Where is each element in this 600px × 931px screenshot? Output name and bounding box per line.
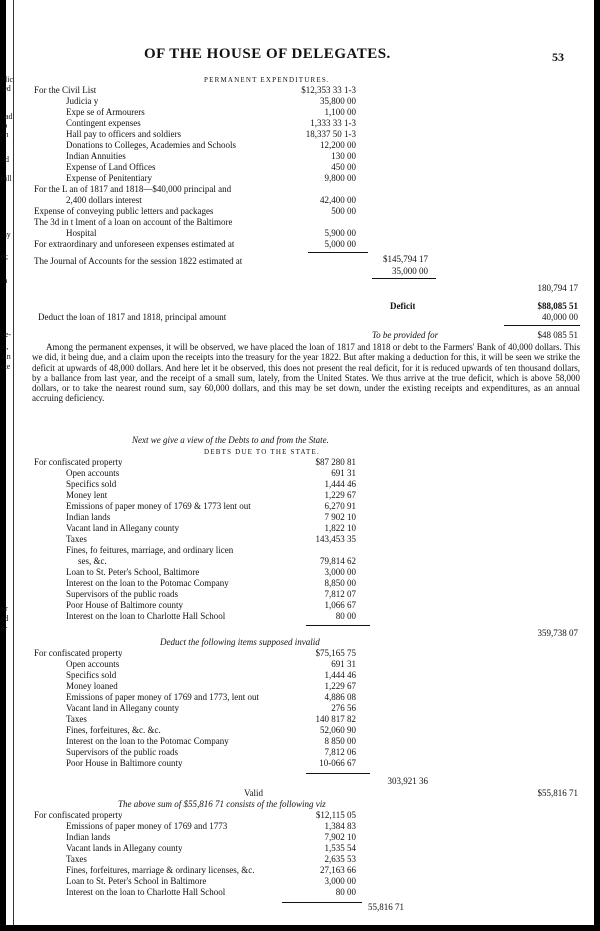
entry-amount: 1,066 67: [324, 600, 356, 610]
entry-label: Vacant lands in Allegany county: [66, 843, 183, 853]
entry-label: For confiscated property: [34, 810, 123, 820]
entry-amount: 7,902 10: [324, 832, 356, 842]
entry-amount: 10-066 67: [319, 758, 356, 768]
valid-item-row: [22, 832, 590, 843]
debts-total: 359,738 07: [537, 628, 578, 638]
subtotal-rule: [308, 252, 368, 253]
entry-label: ses, &c.: [78, 556, 107, 566]
valid-item-row: [22, 821, 590, 832]
entry-label: Indian Annuities: [66, 151, 126, 161]
page-title: OF THE HOUSE OF DELEGATES.: [144, 46, 391, 62]
entry-label: Expense of conveying public letters and packages: [34, 206, 214, 216]
margin-fragment: ate: [1, 362, 11, 371]
valid-value: $55,816 71: [537, 788, 578, 798]
explanatory-paragraph: Among the permanent expenses, it will be observed, we have placed the loan of 1817 and 1818 or debt to the Farmers' Bank of 40,000 dollars. This we did, it being due, and a claim upon the receipts into the treasury for the year 1822. But after making a deduction for this, it will be seen we strike the deficit at upwards of 48,000 dollars. And here let it be observed, this does not present the real deficit, for it is reduced upwards of ten thousand dollars, by a ballance from last year, and the receipt of a small sum, lately, from the United States. We thus arrive at the true deficit, which is above 58,000 dollars, or to take the nearest round sum, say 60,000 dollars, and this may be set down, under the existing receipts and expenditures, as an annual accruing deficiency.: [32, 342, 580, 404]
debt-row: [22, 600, 590, 611]
expenditure-row: [22, 184, 590, 195]
entry-label: Interest on the loan to the Potomac Company: [66, 578, 229, 588]
valid-item-row: [22, 887, 590, 898]
entry-label: Contingent expenses: [66, 118, 141, 128]
debt-row: [22, 589, 590, 600]
margin-fragment: ted: [1, 84, 11, 93]
entry-amount: 691 31: [331, 468, 356, 478]
entry-label: Money loaned: [66, 681, 118, 691]
scan-border-right: [594, 0, 600, 931]
debt-row: [22, 523, 590, 534]
invalid-subtotal-row: [22, 776, 590, 787]
deficit-rule: [504, 325, 580, 326]
valid-label: Valid: [244, 788, 263, 798]
debt-row: [22, 512, 590, 523]
permanent-total-row: [22, 283, 590, 294]
entry-label: Fines, forfeitures, &c. &c.: [66, 725, 161, 735]
invalid-row: [22, 670, 590, 681]
entry-amount: 7 902 10: [324, 512, 356, 522]
entry-label: For the Civil List: [34, 85, 97, 95]
entry-label: Poor House in Baltimore county: [66, 758, 183, 768]
provided-value: $48 085 51: [537, 330, 578, 340]
entry-amount: 27,163 66: [320, 865, 356, 875]
entry-label: Supervisors of the public roads: [66, 747, 178, 757]
margin-fragment: bad: [1, 112, 13, 121]
expenditure-row: [22, 129, 590, 140]
entry-amount: 143,453 35: [315, 534, 356, 544]
expenditure-row: [22, 173, 590, 184]
entry-amount: 691 31: [331, 659, 356, 669]
invalid-rule: [306, 773, 370, 774]
debt-row: [22, 578, 590, 589]
margin-fragment: nd: [1, 155, 9, 164]
entry-label: Money lent: [66, 490, 108, 500]
deficit-value: $88,085 51: [537, 301, 578, 311]
entry-amount: 42,400 00: [320, 195, 356, 205]
entry-amount: 12,200 00: [320, 140, 356, 150]
entry-label: For confiscated property: [34, 457, 123, 467]
journal-label: The Journal of Accounts for the session 1822 estimated at: [34, 256, 243, 266]
invalid-row: [22, 747, 590, 758]
debt-row: [22, 611, 590, 622]
invalid-row: [22, 681, 590, 692]
debt-row: [22, 479, 590, 490]
entry-label: Interest on the loan to Charlotte Hall School: [66, 611, 226, 621]
entry-label: Expe se of Armourers: [66, 107, 145, 117]
invalid-subtotal: 303,921 36: [387, 776, 428, 786]
entry-amount: 80 00: [335, 887, 356, 897]
expenditure-row: [22, 85, 590, 96]
valid-item-row: [22, 876, 590, 887]
valid-item-row: [22, 865, 590, 876]
margin-fragment: ain: [1, 352, 11, 361]
margin-fragment: ed: [1, 614, 9, 623]
entry-amount: 1,100 00: [324, 107, 356, 117]
deficit-label: Deficit: [390, 301, 416, 311]
margin-fragment: ur: [1, 604, 8, 613]
section-heading-invalid: Deduct the following items supposed invalid: [160, 637, 320, 647]
debts-intro: Next we give a view of the Debts to and from the State.: [132, 435, 329, 445]
debt-row: [22, 457, 590, 468]
margin-fragment: bill: [1, 174, 12, 183]
entry-amount: 7,812 06: [324, 747, 356, 757]
permanent-total: 180,794 17: [537, 283, 578, 293]
margin-fragment: ch: [1, 130, 9, 139]
entry-amount: $12,353 33 1-3: [301, 85, 356, 95]
entry-label: Interest on the loan to Charlotte Hall School: [66, 887, 226, 897]
entry-amount: 1,822 10: [324, 523, 356, 533]
entry-amount: 80 00: [335, 611, 356, 621]
entry-label: Emissions of paper money of 1769 and 1773: [66, 821, 228, 831]
debt-row: [22, 501, 590, 512]
entry-amount: $87 280 81: [315, 457, 356, 467]
margin-fragment: st,: [1, 342, 9, 351]
invalid-row: [22, 692, 590, 703]
entry-label: Indian lands: [66, 512, 111, 522]
valid-item-row: [22, 854, 590, 865]
entry-label: Judicia y: [66, 96, 99, 106]
margin-fragment: in: [1, 276, 8, 285]
entry-label: Interest on the loan to the Potomac Company: [66, 736, 229, 746]
expenditure-row: [22, 195, 590, 206]
invalid-row: [22, 648, 590, 659]
provided-label: To be provided for: [372, 330, 439, 340]
entry-label: Hospital: [66, 228, 97, 238]
margin-fragment: er: [1, 624, 8, 633]
debt-row: [22, 556, 590, 567]
entry-label: Open accounts: [66, 468, 120, 478]
expenditure-row: [22, 162, 590, 173]
expenditure-row: [22, 206, 590, 217]
entry-label: Specifics sold: [66, 479, 117, 489]
expenditure-row: [22, 118, 590, 129]
entry-amount: 140 817 82: [315, 714, 356, 724]
entry-amount: 35,800 00: [320, 96, 356, 106]
journal-value: 35,000 00: [392, 266, 428, 276]
expenditure-row: [22, 217, 590, 228]
valid-total: 55,816 71: [368, 902, 404, 912]
entry-amount: 1,444 46: [324, 479, 356, 489]
margin-fragment: to: [1, 121, 8, 130]
invalid-row: [22, 703, 590, 714]
expenditure-row: [22, 151, 590, 162]
provided-row: [22, 330, 590, 341]
page-number: 53: [552, 50, 564, 64]
entry-label: The 3d in t lment of a loan on account of the Baltimore: [34, 217, 233, 227]
expenditure-row: [22, 107, 590, 118]
journal-value-row: [22, 266, 590, 277]
debts-rule: [306, 625, 370, 626]
expenditure-row: [22, 239, 590, 250]
entry-label: Loan to St. Peter's School, Baltimore: [66, 567, 200, 577]
entry-amount: 8 850 00: [324, 736, 356, 746]
entry-label: Loan to St. Peter's School in Baltimore: [66, 876, 207, 886]
loan-label: Deduct the loan of 1817 and 1818, principal amount: [38, 312, 227, 322]
entry-label: Fines, forfeitures, marriage & ordinary licenses, &c.: [66, 865, 255, 875]
entry-label: Expense of Land Offices: [66, 162, 156, 172]
entry-amount: 276 56: [331, 703, 356, 713]
entry-label: Hall pay to officers and soldiers: [66, 129, 182, 139]
deficit-row: [22, 301, 590, 312]
margin-fragment: lay: [1, 230, 11, 239]
entry-amount: $12,115 05: [315, 810, 356, 820]
valid-row: [22, 788, 590, 799]
entry-amount: 1,333 33 1-3: [310, 118, 356, 128]
entry-label: Taxes: [66, 714, 87, 724]
entry-amount: 1,229 67: [324, 681, 356, 691]
entry-label: Poor House of Baltimore county: [66, 600, 183, 610]
debt-row: [22, 468, 590, 479]
entry-amount: 2,635 53: [324, 854, 356, 864]
entry-label: Donations to Colleges, Academies and Schools: [66, 140, 236, 150]
expenditure-row: [22, 96, 590, 107]
debt-row: [22, 567, 590, 578]
invalid-row: [22, 725, 590, 736]
entry-label: For the L an of 1817 and 1818—$40,000 principal and: [34, 184, 232, 194]
expenditure-row: [22, 228, 590, 239]
entry-label: Open accounts: [66, 659, 120, 669]
entry-amount: 3,000 00: [324, 567, 356, 577]
entry-label: 2,400 dollars interest: [66, 195, 142, 205]
entry-label: For extraordinary and unforeseen expenses estimated at: [34, 239, 235, 249]
margin-fragment: blic: [1, 75, 13, 84]
valid-item-row: [22, 810, 590, 821]
entry-label: Supervisors of the public roads: [66, 589, 178, 599]
entry-amount: 1,229 67: [324, 490, 356, 500]
entry-amount: 4,886 08: [324, 692, 356, 702]
invalid-row: [22, 659, 590, 670]
section-heading-permanent: PERMANENT EXPENDITURES.: [204, 76, 330, 84]
entry-label: For confiscated property: [34, 648, 123, 658]
entry-amount: 9,800 00: [324, 173, 356, 183]
entry-label: Emissions of paper money of 1769 and 1773, lent out: [66, 692, 259, 702]
entry-label: Vacant land in Allegany county: [66, 523, 179, 533]
debt-row: [22, 545, 590, 556]
entry-amount: 7,812 07: [324, 589, 356, 599]
entry-label: Vacant land in Allegany county: [66, 703, 179, 713]
entry-amount: 130 00: [331, 151, 356, 161]
entry-label: Indian lands: [66, 832, 111, 842]
entry-amount: 79,814 62: [320, 556, 356, 566]
entry-label: Fines, fo feitures, marriage, and ordinary licen: [66, 545, 234, 555]
scan-border-left: [0, 0, 6, 931]
entry-amount: 3,000 00: [324, 876, 356, 886]
valid-total-row: [22, 902, 590, 913]
section-heading-valid: The above sum of $55,816 71 consists of the following viz: [118, 799, 326, 809]
loan-value: 40,000 00: [542, 312, 578, 322]
margin-fragment: rt;: [1, 252, 9, 261]
invalid-row: [22, 714, 590, 725]
entry-amount: 5,000 00: [324, 239, 356, 249]
loan-row: [22, 312, 590, 323]
valid-item-row: [22, 843, 590, 854]
entry-label: Expense of Penitentiary: [66, 173, 152, 183]
entry-amount: 1,444 46: [324, 670, 356, 680]
margin-fragment: oe-: [1, 330, 12, 339]
debt-row: [22, 534, 590, 545]
entry-amount: 1,535 54: [324, 843, 356, 853]
entry-amount: 1,384 83: [324, 821, 356, 831]
entry-label: Taxes: [66, 854, 87, 864]
entry-amount: 52,060 90: [320, 725, 356, 735]
entry-label: Specifics sold: [66, 670, 117, 680]
total-rule: [372, 278, 436, 279]
debt-row: [22, 490, 590, 501]
entry-amount: $75,165 75: [315, 648, 356, 658]
invalid-row: [22, 758, 590, 769]
entry-amount: 500 00: [331, 206, 356, 216]
entry-amount: 6,270 91: [324, 501, 356, 511]
expenditure-row: [22, 140, 590, 151]
entry-amount: 450 00: [331, 162, 356, 172]
entry-amount: 8,850 00: [324, 578, 356, 588]
section-heading-debts: DEBTS DUE TO THE STATE.: [204, 448, 320, 456]
entry-amount: 18,337 50 1-3: [305, 129, 356, 139]
permanent-subtotal: $145,794 17: [383, 254, 428, 264]
invalid-row: [22, 736, 590, 747]
entry-amount: 5,900 00: [324, 228, 356, 238]
scan-border-bottom: [0, 925, 600, 931]
document-page: [22, 36, 590, 916]
entry-label: Emissions of paper money of 1769 & 1773 lent out: [66, 501, 251, 511]
entry-label: Taxes: [66, 534, 87, 544]
